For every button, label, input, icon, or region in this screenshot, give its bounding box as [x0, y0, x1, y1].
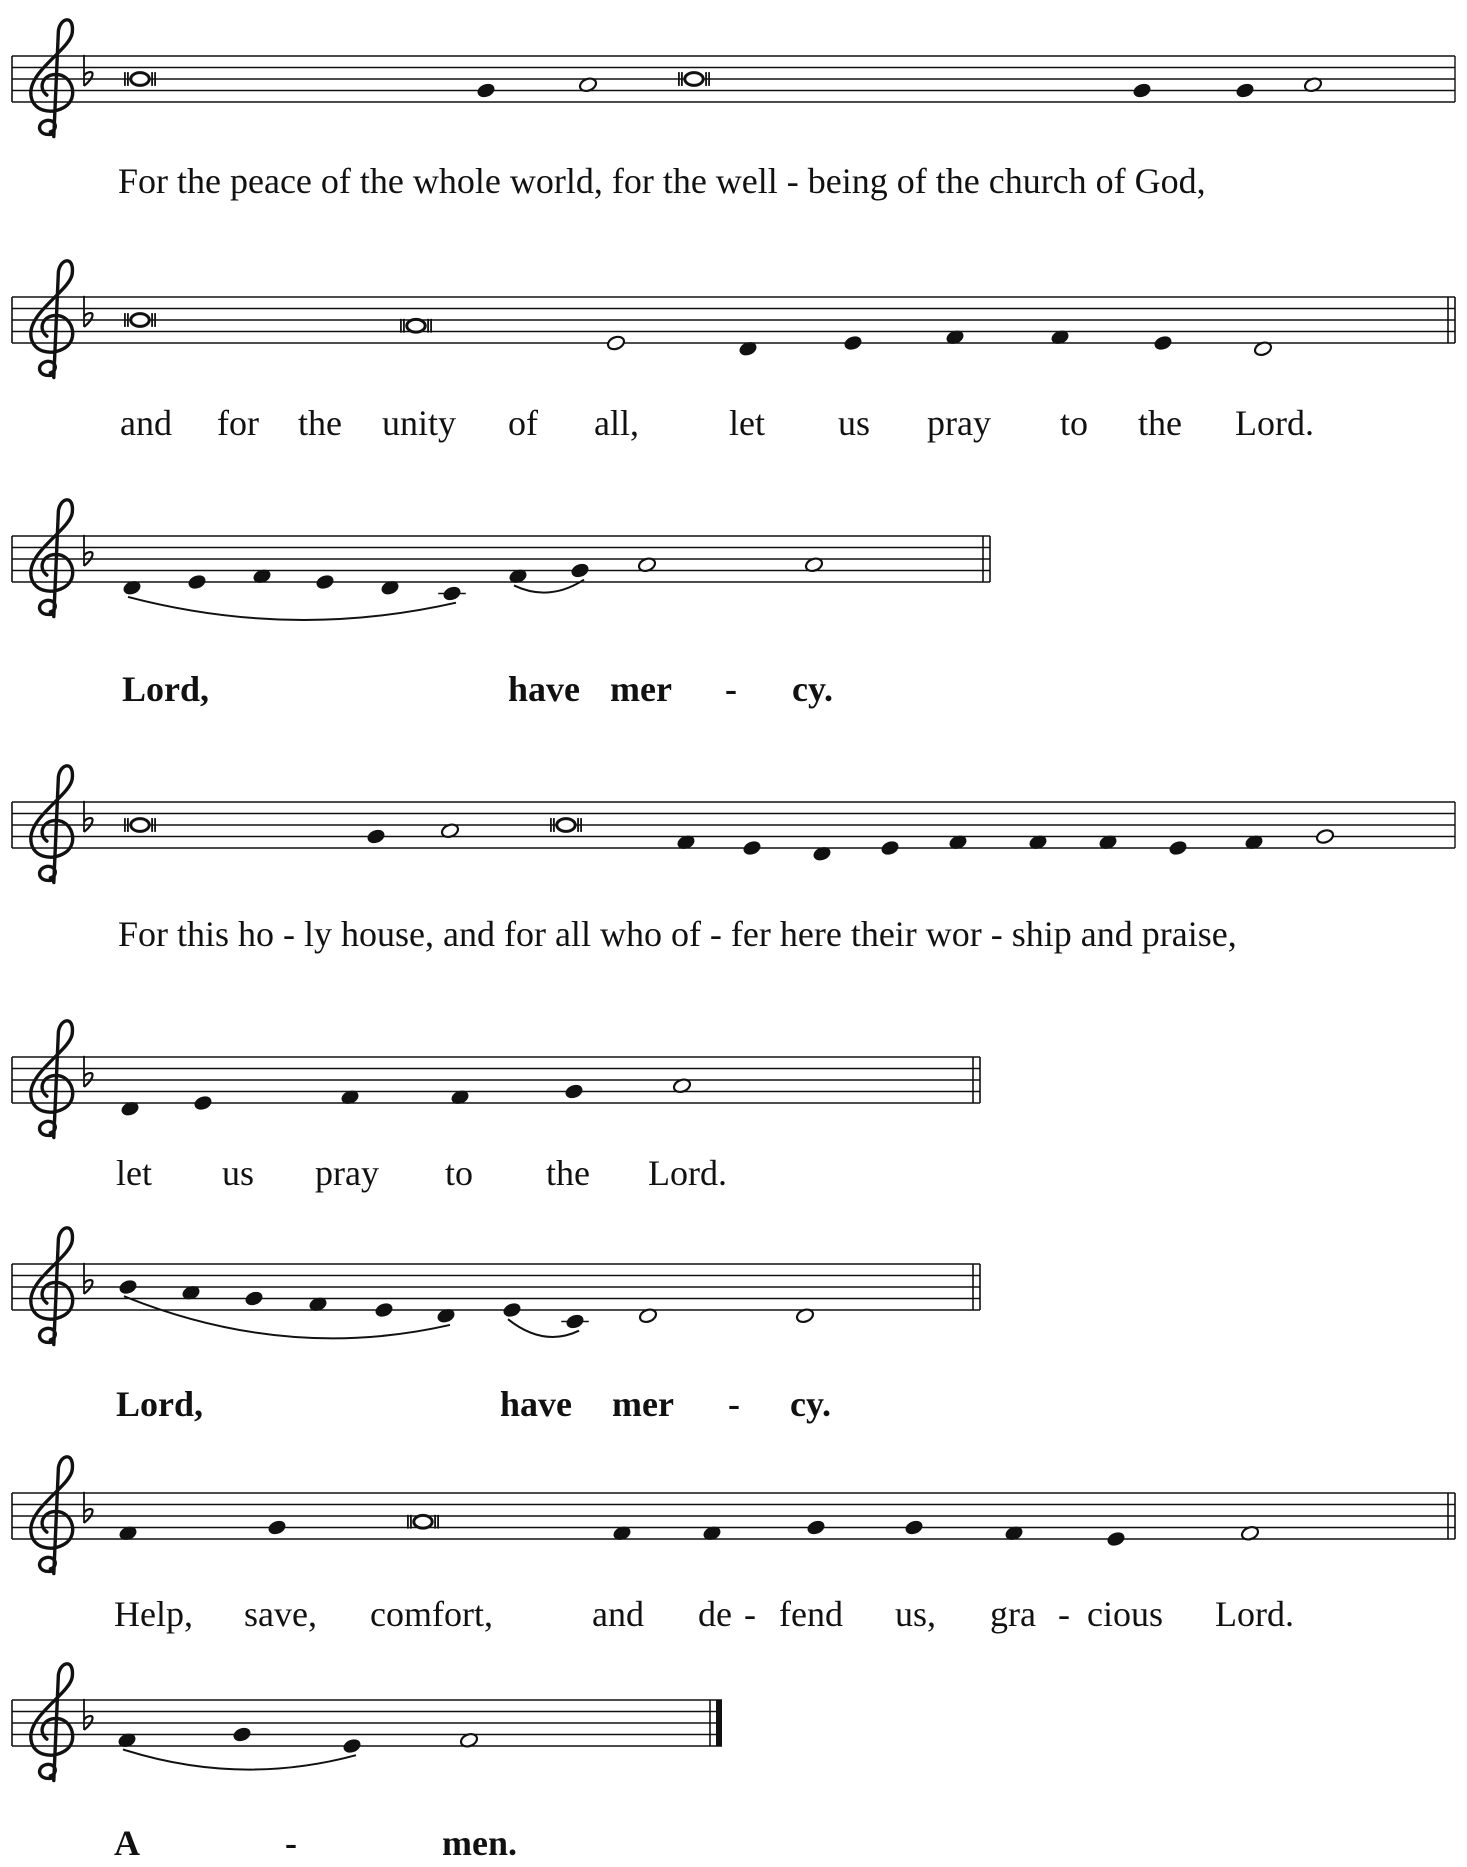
lyric-syllable: Lord, [116, 1384, 204, 1424]
flat-key-signature-icon [84, 1263, 93, 1294]
staff-system-5 [12, 1021, 980, 1193]
lyric-syllable: the [546, 1153, 590, 1193]
note-q [187, 574, 207, 591]
note-q [742, 840, 762, 857]
lyric-syllable: A [114, 1823, 140, 1863]
note-q [267, 1519, 287, 1536]
flat-key-signature-icon [84, 535, 93, 566]
staff-lines [12, 536, 990, 582]
slur [123, 1749, 356, 1769]
lyric-syllable: cy. [790, 1384, 831, 1424]
lyric-syllable: to [1060, 403, 1089, 443]
slur [128, 597, 456, 620]
note-q [880, 840, 900, 857]
lyric-syllable: - [1058, 1594, 1070, 1634]
staff-lines [12, 802, 1455, 848]
note-breve [401, 319, 431, 333]
staff-system-7 [12, 1457, 1455, 1634]
staff-system-4 [12, 766, 1455, 954]
lyric-syllable: save, [244, 1594, 317, 1634]
lyric-syllable: us, [895, 1594, 937, 1634]
flat-key-signature-icon [84, 1056, 93, 1087]
note-q [374, 1302, 394, 1319]
treble-clef-icon [31, 261, 73, 378]
staff-system-6 [12, 1228, 980, 1424]
note-breve [125, 313, 155, 327]
staff-system-1 [12, 20, 1455, 201]
lyric-syllable: pray [927, 403, 991, 443]
lyric-syllable: men. [442, 1823, 517, 1863]
flat-key-signature-icon [84, 1699, 93, 1730]
lyric-syllable: comfort, [370, 1594, 493, 1634]
treble-clef-icon [31, 500, 73, 617]
flat-key-signature-icon [84, 801, 93, 832]
lyric-syllable: Lord, [122, 669, 210, 709]
note-q [476, 82, 496, 99]
flat-key-signature-icon [84, 1492, 93, 1523]
lyric-syllable: us [838, 403, 871, 443]
lyric-syllable: have [500, 1384, 572, 1424]
staff-system-2 [12, 261, 1455, 443]
lyric-syllable: Lord. [1215, 1594, 1294, 1634]
lyric-syllable: For the peace of the whole world, for the well - being of the church of God, [118, 161, 1206, 201]
note-q [1106, 1531, 1126, 1548]
treble-clef-icon [31, 1664, 73, 1781]
lyric-syllable: mer [612, 1384, 674, 1424]
note-breve [551, 818, 581, 832]
note-q [843, 335, 863, 352]
flat-key-signature-icon [84, 296, 93, 327]
lyric-syllable: to [445, 1153, 474, 1193]
lyric-syllable: and [592, 1594, 644, 1634]
treble-clef-icon [31, 766, 73, 883]
flat-key-signature-icon [84, 55, 93, 86]
lyric-syllable: cy. [792, 669, 833, 709]
lyric-syllable: the [1138, 403, 1182, 443]
note-h [1315, 828, 1335, 845]
note-q [564, 1083, 584, 1100]
note-q [193, 1095, 213, 1112]
note-h [606, 335, 626, 352]
lyric-syllable: - [285, 1823, 297, 1863]
note-q [342, 1738, 362, 1755]
lyric-syllable: let [116, 1153, 152, 1193]
staff-lines [12, 1264, 980, 1310]
treble-clef-icon [31, 1021, 73, 1138]
lyric-syllable: - [728, 1384, 740, 1424]
slur [124, 1296, 450, 1338]
lyric-syllable: pray [315, 1153, 379, 1193]
note-q [1235, 82, 1255, 99]
staff-system-3 [12, 500, 990, 709]
lyric-syllable: For this ho - ly house, and for all who of - fer here their wor - ship and praise, [118, 914, 1237, 954]
lyric-syllable: gra [990, 1594, 1036, 1634]
note-q [806, 1519, 826, 1536]
staff-system-8 [12, 1664, 722, 1863]
lyric-syllable: us [222, 1153, 255, 1193]
lyric-syllable: of [508, 403, 538, 443]
treble-clef-icon [31, 1457, 73, 1574]
lyric-syllable: mer [610, 669, 672, 709]
lyric-syllable: the [298, 403, 342, 443]
lyric-syllable: let [729, 403, 765, 443]
note-q [502, 1302, 522, 1319]
note-q [1132, 82, 1152, 99]
note-q [570, 562, 590, 579]
lyric-syllable: all, [594, 403, 639, 443]
lyric-syllable: Help, [114, 1594, 193, 1634]
treble-clef-icon [31, 1228, 73, 1345]
staff-lines [12, 1057, 980, 1103]
note-breve [125, 818, 155, 832]
note-breve [125, 72, 155, 86]
note-breve [679, 72, 709, 86]
note-q [366, 828, 386, 845]
note-q [1153, 335, 1173, 352]
treble-clef-icon [31, 20, 73, 137]
note-q [232, 1726, 252, 1743]
staff-lines [12, 1493, 1455, 1539]
note-breve [408, 1515, 438, 1529]
note-q [244, 1290, 264, 1307]
note-q [315, 574, 335, 591]
staff-lines [12, 1700, 722, 1746]
lyric-syllable: fend [779, 1594, 843, 1634]
lyric-syllable: - [744, 1594, 756, 1634]
lyric-syllable: cious [1087, 1594, 1163, 1634]
lyric-syllable: have [508, 669, 580, 709]
lyric-syllable: and [120, 403, 172, 443]
note-q [1168, 840, 1188, 857]
lyric-syllable: - [725, 669, 737, 709]
lyric-syllable: de [698, 1594, 732, 1634]
lyric-syllable: Lord. [648, 1153, 727, 1193]
lyric-syllable: unity [382, 403, 457, 443]
lyric-syllable: Lord. [1235, 403, 1314, 443]
staff-lines [12, 297, 1455, 343]
lyric-syllable: for [217, 403, 259, 443]
note-q [118, 1279, 138, 1296]
note-q [904, 1519, 924, 1536]
